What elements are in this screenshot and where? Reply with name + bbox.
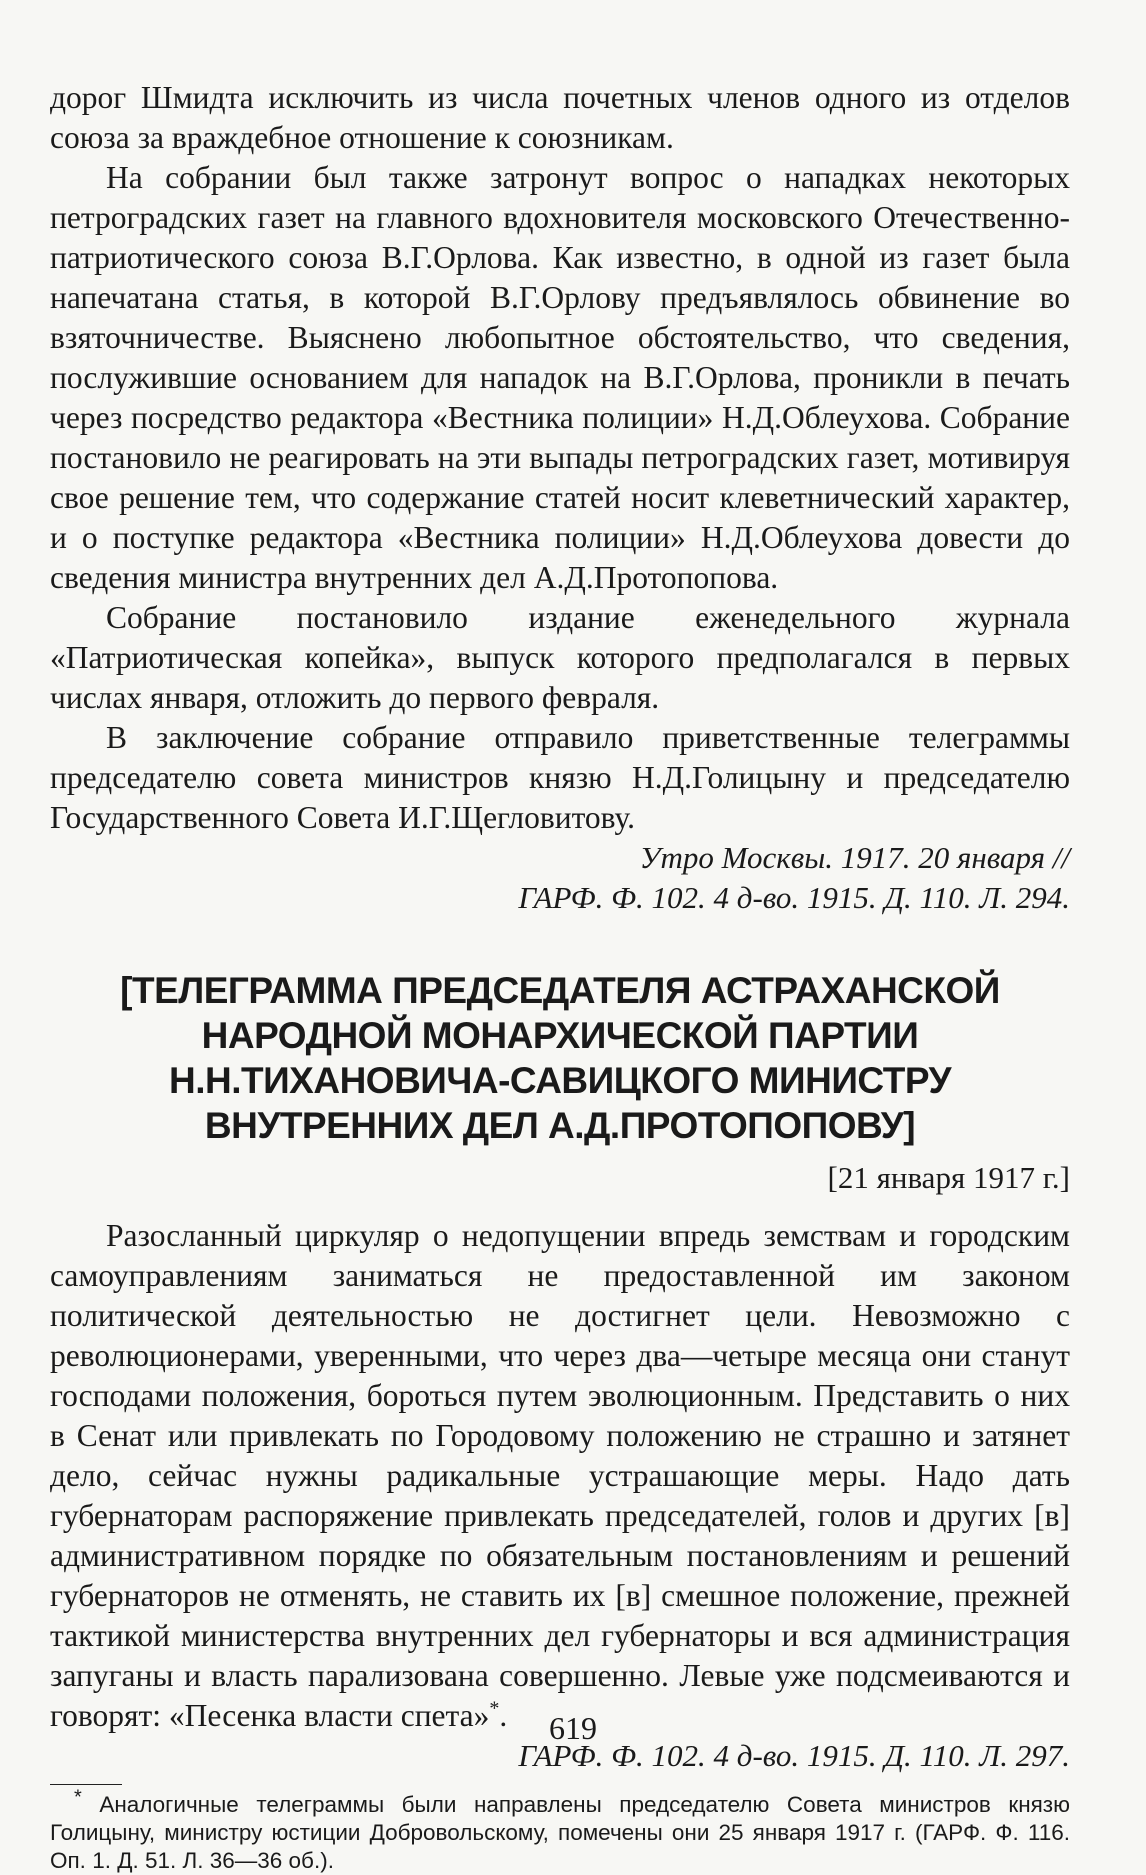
telegram-text: Разосланный циркуляр о недопущении впредь земствам и городским самоуправлениям заниматься не предоставленной им законом политической деятельностью не достигнет цели. Невозможно с революционерами, уверенными, что через два—четыре месяца они станут господами положения, бороться путем эволюционным. Представить о них в Сенат или привлекать по Городовому положению не страшно и затянет дело, сейчас нужны радикальные устрашающие меры. Надо дать губернаторам распоряжение привлекать председателей, голов и других [в] административном порядке по обязательным постановлениям и решений губернаторов не отменять, не ставить их [в] смешное положение, прежней тактикой министерства внутренних дел губернаторы и вся администрация запуганы и власть парализована совершенно. Левые уже подсмеиваются и говорят: «Песенка власти спета»*. <box>50 1218 1070 1733</box>
paragraph-continuation: дорог Шмидта исключить из числа почетных членов одного из отделов союза за враждебное отношение к союзникам. <box>50 80 1070 155</box>
footnote-marker: * <box>489 1697 500 1720</box>
heading-line: Н.Н.ТИХАНОВИЧА-САВИЦКОГО МИНИСТРУ <box>168 1060 952 1101</box>
heading-line: НАРОДНОЙ МОНАРХИЧЕСКОЙ ПАРТИИ <box>201 1015 919 1056</box>
source-citation-2: ГАРФ. Ф. 102. 4 д-во. 1915. Д. 110. Л. 297. <box>518 1738 1070 1773</box>
page-number: 619 <box>549 1710 597 1746</box>
footnote-marker: * <box>74 1786 82 1809</box>
paragraph-meeting: На собрании был также затронут вопрос о нападках некоторых петроградских газет на главного вдохновителя московского Отечественно-патриотического союза В.Г.Орлова. Как известно, в одной из газет была напечатана статья, в которой В.Г.Орлову предъявлялось обвинение во взяточничестве. Выяснено любопытное обстоятельство, что сведения, послужившие основанием для нападок на В.Г.Орлова, проникли в печать через посредство редактора «Вестника полиции» Н.Д.Облеухова. Собрание постановило не реагировать на эти выпады петроградских газет, мотивируя свое решение тем, что содержание статей носит клеветнический характер, и о поступке редактора «Вестника полиции» Н.Д.Облеухова довести до сведения министра внутренних дел А.Д.Протопопова. <box>50 160 1070 595</box>
source-citation-1b: ГАРФ. Ф. 102. 4 д-во. 1915. Д. 110. Л. 294. <box>518 880 1070 915</box>
heading-line: ВНУТРЕННИХ ДЕЛ А.Д.ПРОТОПОПОВУ] <box>204 1105 916 1146</box>
document-date: [21 января 1917 г.] <box>827 1160 1070 1195</box>
document-heading <box>50 968 1070 1148</box>
page-body <box>50 78 1070 1875</box>
footnote-divider <box>50 1784 122 1785</box>
source-citation-1a: Утро Москвы. 1917. 20 января // <box>639 840 1070 875</box>
footnote <box>50 1786 1070 1875</box>
paragraph-telegrams: В заключение собрание отправило приветственные телеграммы председателю совета министров князю Н.Д.Голицыну и председателю Государственного Совета И.Г.Щегловитову. <box>50 720 1070 835</box>
footnote-text: Аналогичные телеграммы были направлены председателю Совета министров князю Голицыну, министру юстиции Добровольскому, помечены они 25 января 1917 г. (ГАРФ. Ф. 116. Оп. 1. Д. 51. Л. 36—36 об.). <box>50 1792 1070 1873</box>
telegram-body: Разосланный циркуляр о недопущении впредь земствам и городским самоуправлениям заниматься не предоставленной им законом политической деятельностью не достигнет цели. Невозможно с революционерами, уверенными, что через два—четыре месяца они станут господами положения, бороться путем эволюционным. Представить о них в Сенат или привлекать по Городовому положению не страшно и затянет дело, сейчас нужны радикальные устрашающие меры. Надо дать губернаторам распоряжение привлекать председателей, голов и других [в] административном порядке по обязательным постановлениям и решений губернаторов не отменять, не ставить их [в] смешное положение, прежней тактикой министерства внутренних дел губернаторы и вся администрация запуганы и власть парализована совершенно. Левые уже подсмеиваются и говорят: «Песенка власти спета» <box>50 1218 1070 1733</box>
heading-line: [ТЕЛЕГРАММА ПРЕДСЕДАТЕЛЯ АСТРАХАНСКОЙ <box>120 970 1000 1011</box>
paragraph-journal: Собрание постановило издание еженедельного журнала «Патриотическая копейка», выпуск которого предполагался в первых числах января, отложить до первого февраля. <box>50 600 1070 715</box>
